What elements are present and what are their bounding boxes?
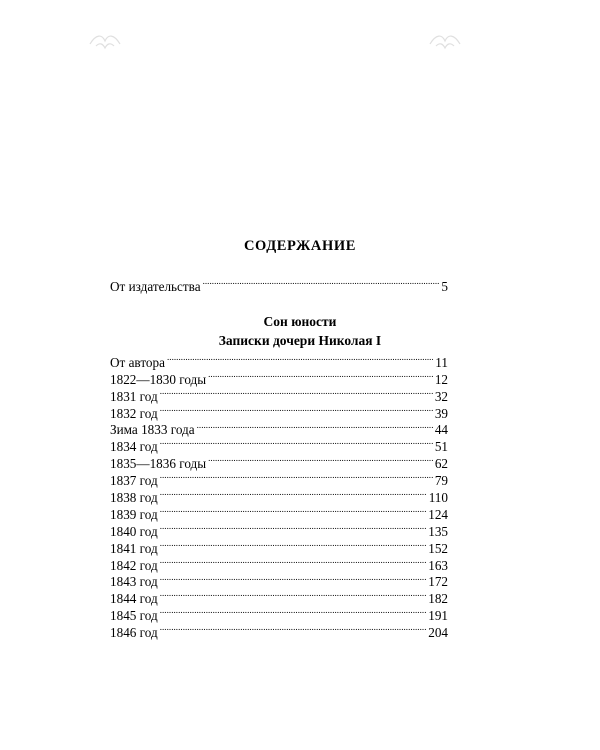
toc-leader-dots xyxy=(197,418,433,435)
toc-entry-page: 191 xyxy=(428,608,448,624)
toc-entry-page: 124 xyxy=(428,506,448,522)
toc-entry-page: 51 xyxy=(434,439,448,455)
toc-entry-page: 163 xyxy=(428,557,448,573)
page-title: СОДЕРЖАНИЕ xyxy=(243,238,357,254)
toc-entry xyxy=(110,384,448,404)
ornament-icon xyxy=(88,30,122,52)
toc-leader-dots xyxy=(160,384,433,401)
toc-entry-label: 1831 год xyxy=(110,388,158,404)
toc-leader-dots xyxy=(208,367,433,384)
toc-entry-label: 1834 год xyxy=(110,439,158,455)
toc-entry-page: 79 xyxy=(434,473,448,489)
toc-entry-label: От автора xyxy=(110,354,165,370)
toc-leader-dots xyxy=(160,485,427,502)
toc-leader-dots xyxy=(160,620,427,637)
toc-entry xyxy=(110,274,448,294)
toc-entry-label: Зима 1833 года xyxy=(110,422,195,438)
toc-entry-label: 1844 год xyxy=(110,591,158,607)
toc-list xyxy=(110,350,448,641)
toc-entry-label: 1845 год xyxy=(110,608,158,624)
toc-leader-dots xyxy=(208,451,433,468)
toc-entry-label: 1843 год xyxy=(110,574,158,590)
toc-entry-label: 1832 год xyxy=(110,405,158,421)
toc-entry-label: 1841 год xyxy=(110,540,158,556)
toc-leader-dots xyxy=(160,570,427,587)
toc-entry-label: От издательства xyxy=(110,278,201,294)
toc-leader-dots xyxy=(160,519,427,536)
toc-entry-page: 172 xyxy=(428,574,448,590)
toc-entry-page: 182 xyxy=(428,591,448,607)
toc-entry-page: 12 xyxy=(434,371,448,387)
toc-entry xyxy=(110,519,448,539)
section-subtitle: Записки дочери Николая I xyxy=(218,333,382,348)
toc-leader-dots xyxy=(160,401,433,418)
toc-leader-dots xyxy=(160,536,427,553)
toc-leader-dots xyxy=(160,434,433,451)
toc-entry xyxy=(110,603,448,624)
toc-entry-label: 1822—1830 годы xyxy=(110,371,207,387)
toc-entry-page: 5 xyxy=(441,278,448,294)
toc-entry xyxy=(110,570,448,590)
toc-entry xyxy=(110,536,448,556)
toc-entry xyxy=(110,485,448,506)
toc-entry-page: 135 xyxy=(428,523,448,539)
toc-leader-dots xyxy=(160,553,427,570)
toc-entry xyxy=(110,401,448,421)
toc-entry-label: 1835—1836 годы xyxy=(110,456,207,472)
toc-entry xyxy=(110,586,448,607)
toc-intro xyxy=(110,274,448,294)
ornament-icon xyxy=(428,30,462,52)
toc-entry xyxy=(110,451,448,472)
toc-entry xyxy=(110,350,448,370)
toc-entry-label: 1837 год xyxy=(110,473,158,489)
toc-entry-page: 32 xyxy=(434,388,448,404)
toc-leader-dots xyxy=(160,603,427,620)
toc-leader-dots xyxy=(160,468,433,485)
toc-entry xyxy=(110,434,448,455)
toc-entry xyxy=(110,502,448,522)
toc-entry-page: 11 xyxy=(435,354,448,370)
toc-entry-label: 1839 год xyxy=(110,506,158,522)
toc-entry xyxy=(110,553,448,573)
toc-entry-page: 44 xyxy=(434,422,448,438)
toc-entry-page: 39 xyxy=(434,405,448,421)
toc-entry-label: 1842 год xyxy=(110,557,158,573)
toc-entry xyxy=(110,418,448,438)
toc-leader-dots xyxy=(160,502,427,519)
toc-leader-dots xyxy=(167,350,433,367)
section-title: Сон юности xyxy=(263,314,337,329)
toc-entry-page: 152 xyxy=(428,540,448,556)
toc-entry-label: 1846 год xyxy=(110,625,158,641)
toc-leader-dots xyxy=(203,274,440,291)
toc-entry-label: 1840 год xyxy=(110,523,158,539)
toc-leader-dots xyxy=(160,586,427,603)
toc-entry-page: 110 xyxy=(428,490,448,506)
toc-entry-label: 1838 год xyxy=(110,490,158,506)
toc-entry-page: 62 xyxy=(434,456,448,472)
toc-entry xyxy=(110,620,448,641)
toc-entry xyxy=(110,468,448,489)
toc-entry-page: 204 xyxy=(428,625,448,641)
